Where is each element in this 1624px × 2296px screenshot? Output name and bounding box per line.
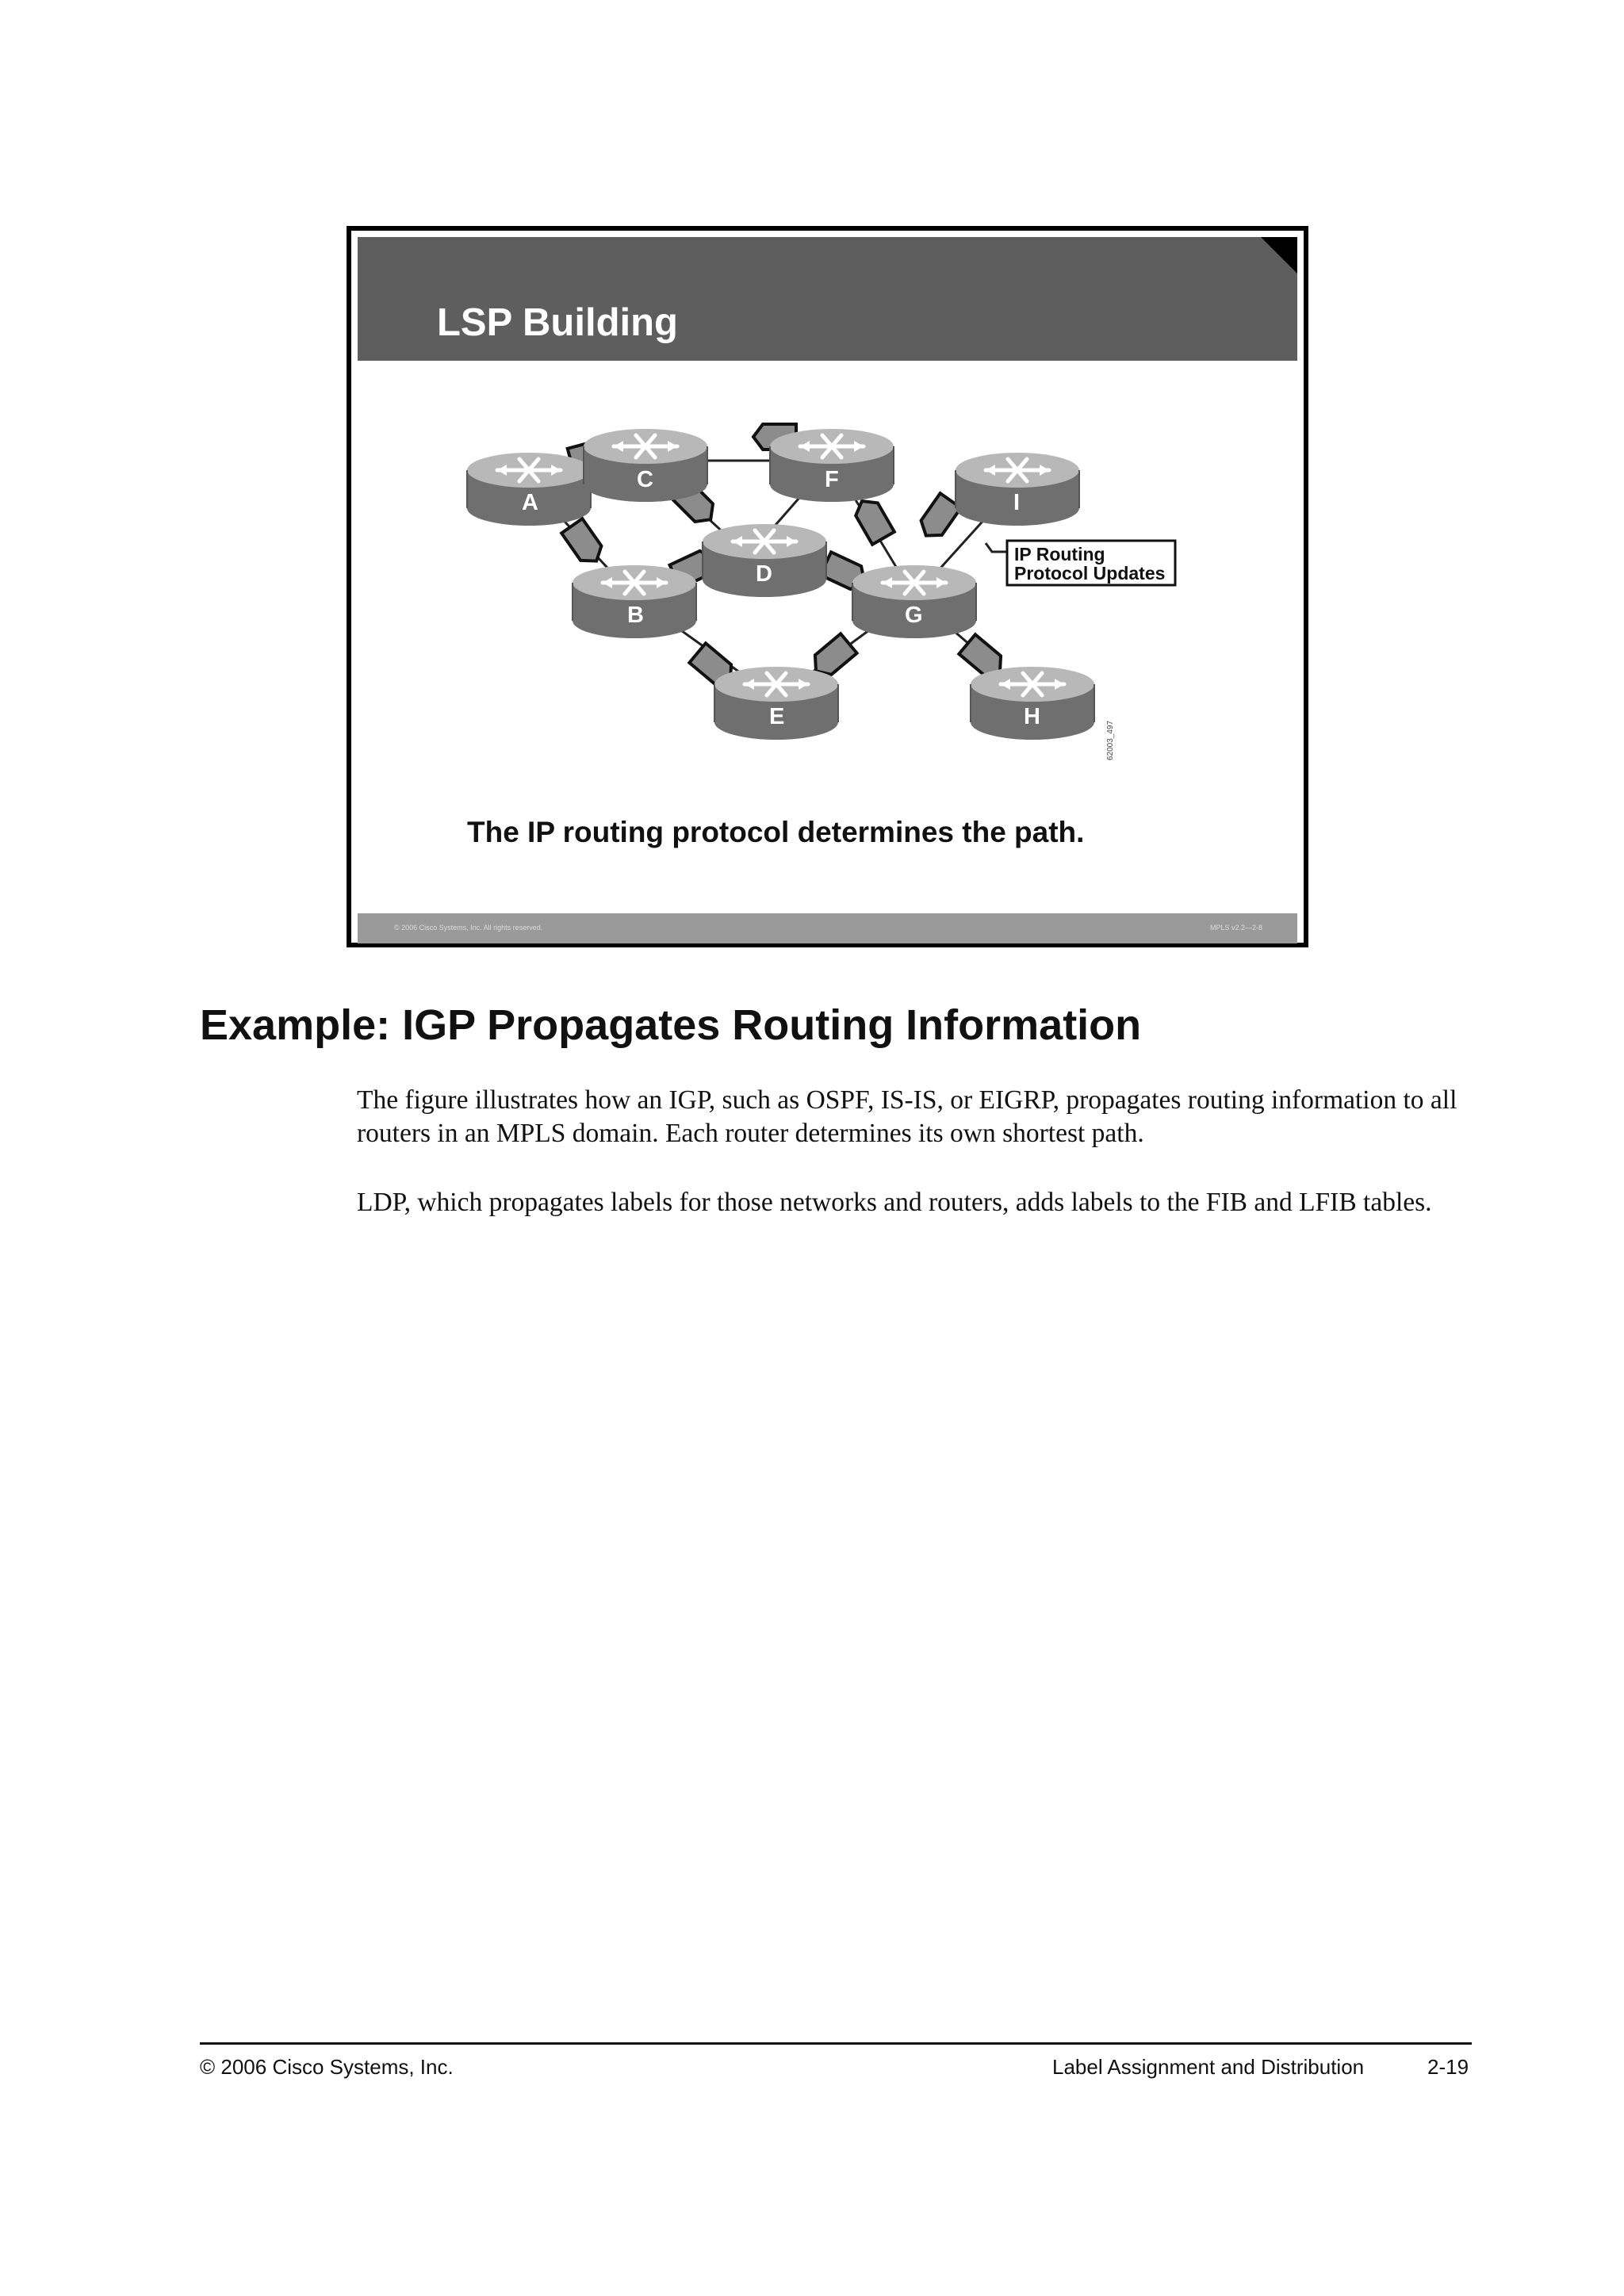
router-c [584,429,707,502]
router-label-e: E [769,704,785,729]
body-paragraph-1: The figure illustrates how an IGP, such as OSPF, IS-IS, or EIGRP, propagates routing information to all routers in an MPLS domain. Each router determines its own shortest path. [357,1085,1457,1148]
router-label-b: B [627,603,644,628]
router-h [971,667,1094,740]
slide-footer-copyright: © 2006 Cisco Systems, Inc. All rights reserved. [394,924,543,932]
router-f [770,429,894,502]
router-i [956,453,1079,526]
figure-id: 62003_497 [1106,720,1115,760]
slide-footer [358,913,1297,943]
router-label-h: H [1024,704,1040,729]
router-g [852,565,976,638]
section-heading: Example: IGP Propagates Routing Information [200,1001,1142,1049]
body-paragraph-2: LDP, which propagates labels for those networks and routers, adds labels to the FIB and LFIB tables. [357,1188,1432,1217]
router-label-a: A [522,490,538,515]
router-d [703,524,826,597]
router-e [714,667,838,740]
footer-copyright: © 2006 Cisco Systems, Inc. [200,2055,454,2079]
footer-page-number: 2-19 [1427,2055,1469,2079]
callout-line-1: IP Routing [1014,544,1105,564]
slide-footer-course: MPLS v2.2—2-8 [1209,924,1262,932]
footer-divider [200,2042,1472,2045]
router-a [467,453,591,526]
slide-title: LSP Building [437,301,678,344]
footer-chapter-title: Label Assignment and Distribution [1052,2055,1365,2079]
callout-line-2: Protocol Updates [1014,563,1166,584]
slide-figure [347,226,1308,947]
router-label-i: I [1013,490,1021,515]
slide-caption: The IP routing protocol determines the path. [467,816,1085,848]
router-b [573,565,696,638]
router-label-f: F [825,467,839,492]
router-label-c: C [637,467,653,492]
router-label-d: D [756,561,772,587]
router-label-g: G [905,603,923,628]
callout-ip-routing [986,541,1175,585]
